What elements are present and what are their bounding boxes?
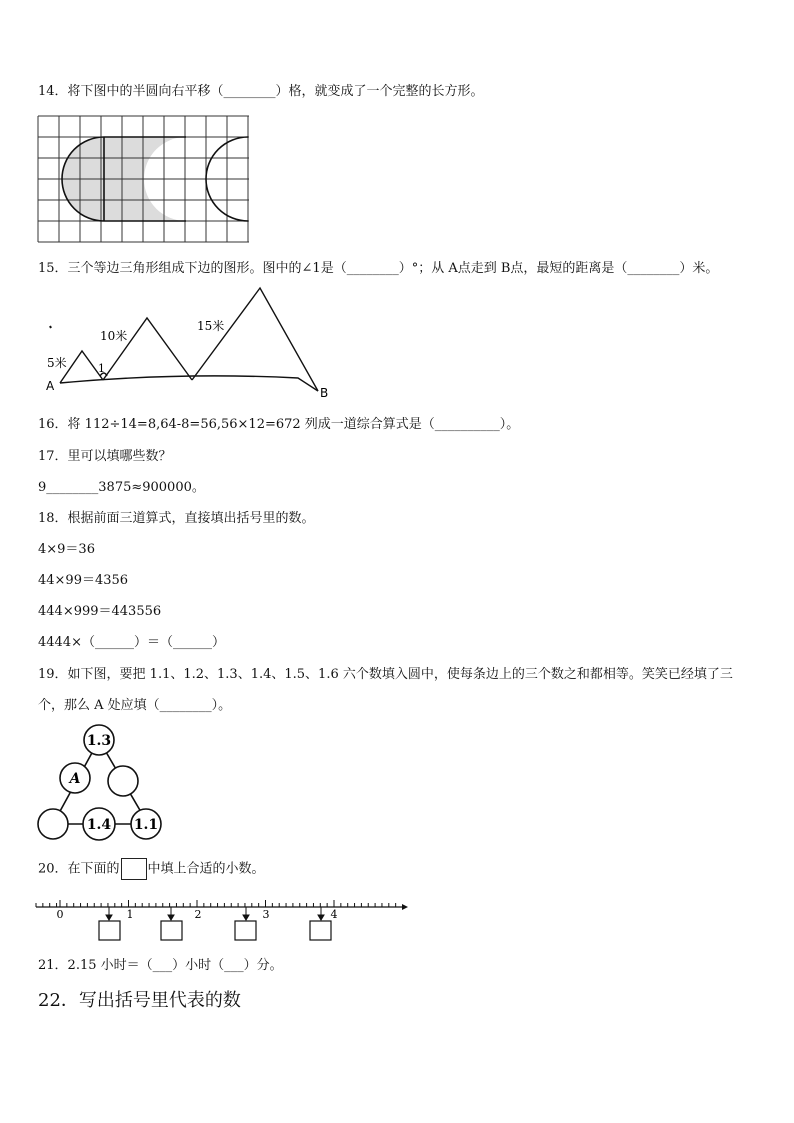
angle-1-label: 1 [98, 362, 105, 375]
question-22: 22．写出括号里代表的数 [38, 990, 241, 1011]
question-14: 14．将下图中的半圆向右平移（________）格，就变成了一个完整的长方形。 [38, 84, 484, 99]
question-19-line1: 19．如下图，要把 1.1、1.2、1.3、1.4、1.5、1.6 六个数填入圆中，使每条边上的三个数之和都相等。笑笑已经填了三 [38, 667, 733, 682]
tick-label-4: 4 [330, 908, 338, 921]
question-16: 16．将 112÷14=8,64-8=56,56×12=672 列成一道综合算式是（__________）。 [38, 417, 520, 432]
tick-label-2: 2 [194, 908, 202, 921]
triangles-figure [40, 284, 340, 400]
point-a-label: A [46, 379, 55, 393]
answer-box-2[interactable] [161, 921, 182, 940]
question-17-line: 9________3875≈900000。 [38, 480, 205, 495]
tick-label-1: 1 [126, 908, 134, 921]
question-17: 17．里可以填哪些数？ [38, 449, 172, 464]
answer-box-inline [121, 858, 147, 880]
question-15: 15．三个等边三角形组成下边的图形。图中的∠1是（________）°；从 A点走到 B点，最短的距离是（________）米。 [38, 261, 719, 276]
circle-top-value: 1.3 [86, 733, 112, 749]
number-line [36, 897, 408, 943]
question-20-post: 中填上合适的小数。 [147, 861, 265, 877]
answer-box-3[interactable] [235, 921, 256, 940]
tick-label-3: 3 [262, 908, 270, 921]
label-15m: 15米 [197, 319, 225, 333]
equation-line-4: 4444×（______）＝（______） [38, 635, 225, 650]
answer-box-4[interactable] [310, 921, 331, 940]
question-20 [38, 858, 265, 880]
question-19-line2: 个，那么 A 处应填（________）。 [38, 698, 232, 713]
circle-bottom-mid-value: 1.4 [86, 817, 112, 833]
point-b-label: B [320, 386, 329, 400]
tick-label-0: 0 [56, 908, 64, 921]
question-20-pre: 20．在下面的 [38, 861, 120, 877]
circle-triangle-figure [36, 722, 166, 844]
question-18: 18．根据前面三道算式，直接填出括号里的数。 [38, 511, 315, 526]
question-21: 21．2.15 小时＝（___）小时（___）分。 [38, 958, 283, 973]
equation-line-3: 444×999＝443556 [38, 604, 162, 619]
label-5m: 5米 [47, 356, 67, 370]
circle-bottom-right-value: 1.1 [133, 817, 159, 833]
answer-box-1[interactable] [99, 921, 120, 940]
grid-figure [38, 116, 252, 244]
label-10m: 10米 [100, 329, 128, 343]
equation-line-2: 44×99＝4356 [38, 573, 129, 588]
equation-line-1: 4×9＝36 [38, 542, 95, 557]
circle-a-label: A [69, 771, 81, 787]
